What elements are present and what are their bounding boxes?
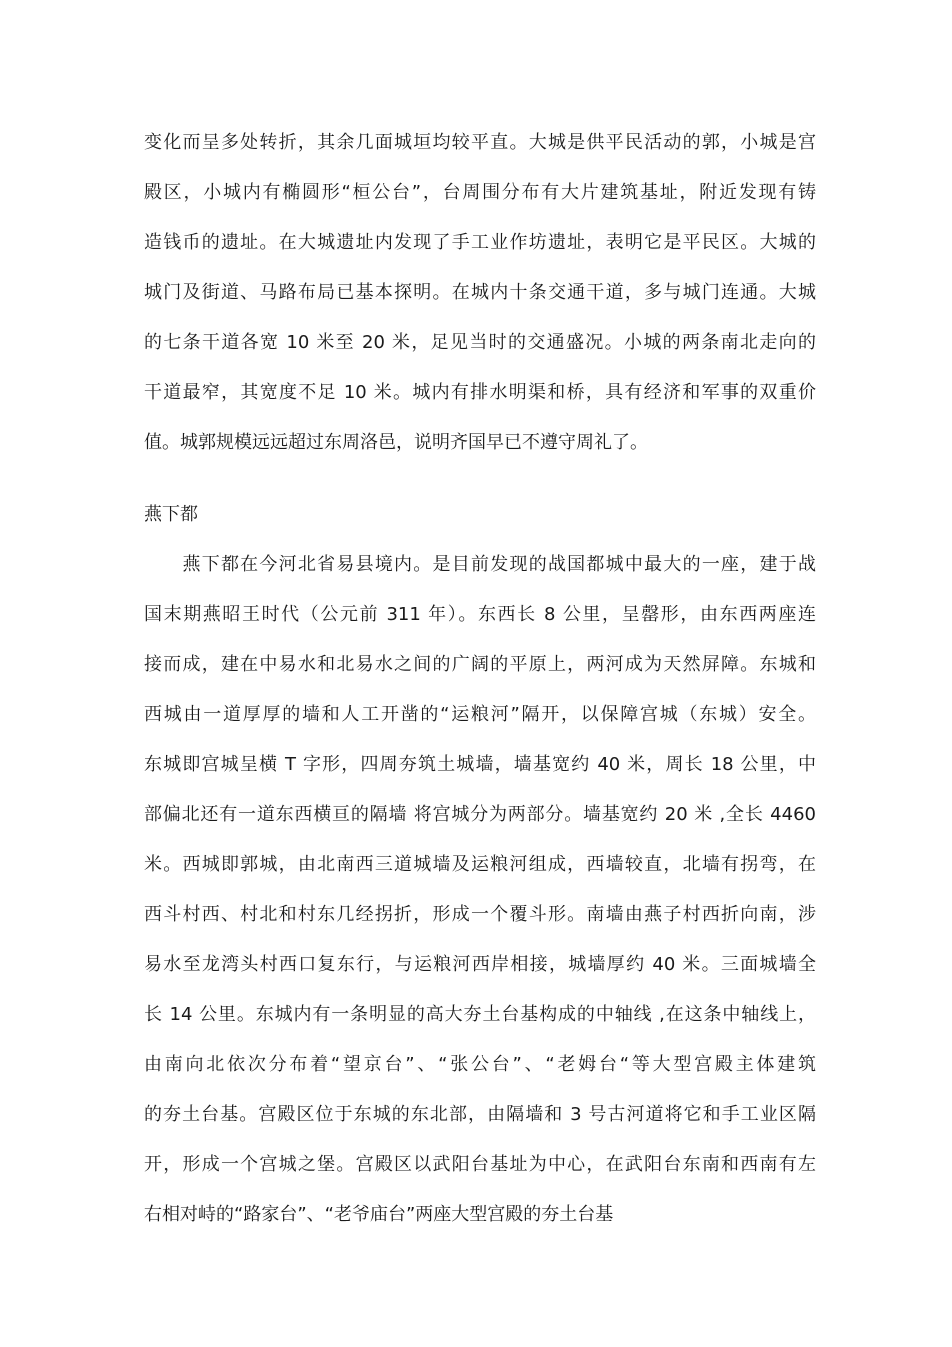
text-line: 造钱币的遗址。在大城遗址内发现了手工业作坊遗址，表明它是平民区。大城的 [144,232,816,253]
section-heading-block [144,490,816,540]
text-line: 城门及街道、马路布局已基本探明。在城内十条交通干道，多与城门连通。大城 [144,282,816,303]
text-line: 易水至龙湾头村西口复东行，与运粮河西岸相接，城墙厚约 40 米。三面城墙全 [144,954,816,975]
text-line: 米。西城即郭城，由北南西三道城墙及运粮河组成，西墙较直，北墙有拐弯，在 [144,854,816,875]
text-line: 的七条干道各宽 10 米至 20 米，足见当时的交通盛况。小城的两条南北走向的 [144,332,816,353]
text-line: 部偏北还有一道东西横亘的隔墙 将宫城分为两部分。墙基宽约 20 米 ,全长 4460 [144,804,816,825]
text-line: 东城即宫城呈横 T 字形，四周夯筑土城墙，墙基宽约 40 米，周长 18 公里，中 [144,754,816,775]
paragraph-linzi-continued [144,118,816,468]
text-line: 由南向北依次分布着“望京台”、“张公台”、“老姆台“等大型宫殿主体建筑 [144,1054,816,1075]
section-heading: 燕下都 [144,504,198,525]
text-line: 长 14 公里。东城内有一条明显的高大夯土台基构成的中轴线 ,在这条中轴线上， [144,1004,816,1025]
text-line: 接而成，建在中易水和北易水之间的广阔的平原上，两河成为天然屏障。东城和 [144,654,816,675]
text-line: 殿区，小城内有椭圆形“桓公台”，台周围分布有大片建筑基址，附近发现有铸 [144,182,816,203]
text-line: 燕下都在今河北省易县境内。是目前发现的战国都城中最大的一座，建于战 [144,554,816,575]
text-line-last: 值。城郭规模远远超过东周洛邑，说明齐国早已不遵守周礼了。 [144,432,648,453]
text-line-last: 右相对峙的“路家台”、“老爷庙台”两座大型宫殿的夯土台基 [144,1204,614,1225]
text-line: 开，形成一个宫城之堡。宫殿区以武阳台基址为中心，在武阳台东南和西南有左 [144,1154,816,1175]
text-line: 的夯土台基。宫殿区位于东城的东北部，由隔墙和 3 号古河道将它和手工业区隔 [144,1104,816,1125]
text-line: 变化而呈多处转折，其余几面城垣均较平直。大城是供平民活动的郭，小城是宫 [144,132,816,153]
paragraph-yanxiadu [144,540,816,1240]
text-line: 西斗村西、村北和村东几经拐折，形成一个覆斗形。南墙由燕子村西折向南，涉 [144,904,816,925]
text-line: 国末期燕昭王时代（公元前 311 年）。东西长 8 公里，呈罄形，由东西两座连 [144,604,816,625]
text-line: 西城由一道厚厚的墙和人工开凿的“运粮河”隔开，以保障宫城（东城）安全。 [144,704,816,725]
text-line: 干道最窄，其宽度不足 10 米。城内有排水明渠和桥，具有经济和军事的双重价 [144,382,816,403]
